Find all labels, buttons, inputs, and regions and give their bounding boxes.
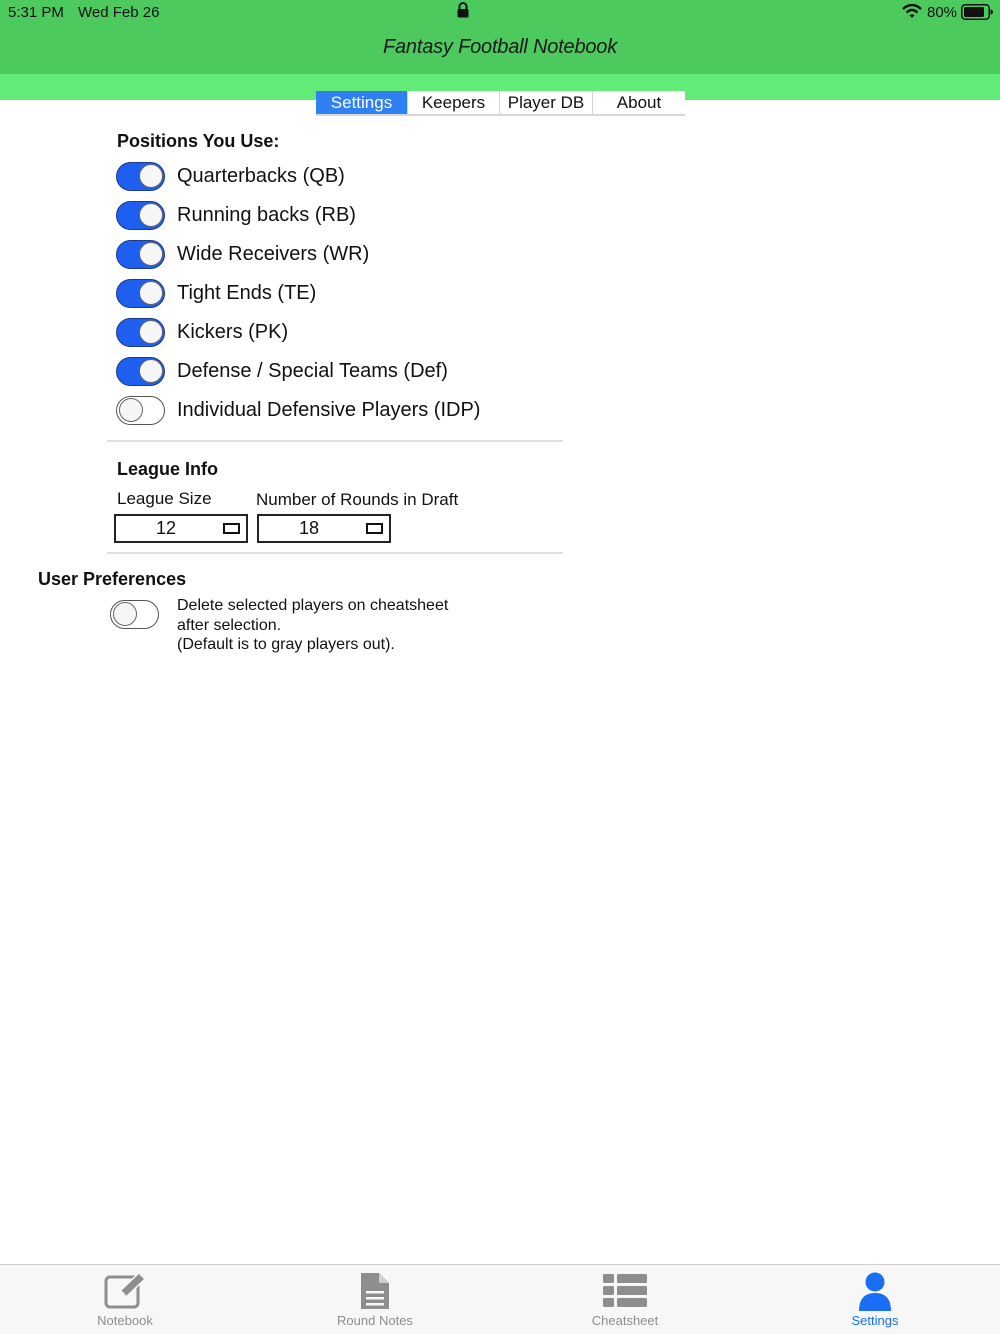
position-label: Kickers (PK) xyxy=(177,320,289,343)
toggle-def[interactable] xyxy=(116,357,165,386)
league-size-value: 12 xyxy=(155,518,177,538)
battery-icon xyxy=(961,4,993,20)
toggle-qb[interactable] xyxy=(116,162,165,191)
status-date: Wed Feb 26 xyxy=(78,4,160,21)
rounds-value: 18 xyxy=(298,518,320,538)
toggle-te[interactable] xyxy=(116,279,165,308)
pref-line: (Default is to gray players out). xyxy=(177,636,395,653)
user-preferences-title: User Preferences xyxy=(38,569,187,589)
rounds-label: Number of Rounds in Draft xyxy=(256,490,459,509)
tab-bar xyxy=(0,1264,1000,1334)
segmented-control xyxy=(316,91,685,116)
positions-title: Positions You Use: xyxy=(117,131,280,151)
toggle-delete-selected[interactable] xyxy=(110,600,159,629)
position-label: Running backs (RB) xyxy=(177,203,356,226)
battery-percentage: 80% xyxy=(927,4,958,21)
toggle-wr[interactable] xyxy=(116,240,165,269)
divider xyxy=(107,552,563,554)
list-icon xyxy=(603,1271,647,1311)
tab-about[interactable]: About xyxy=(616,92,662,112)
position-row-rb xyxy=(116,201,356,229)
tab-player-db[interactable]: Player DB xyxy=(500,91,593,114)
delete-preference-row xyxy=(110,600,159,628)
league-info-title: League Info xyxy=(117,459,219,479)
pref-line: Delete selected players on cheatsheet xyxy=(177,597,449,614)
position-row-idp xyxy=(116,396,480,424)
position-label: Defense / Special Teams (Def) xyxy=(177,359,448,382)
tabbar-label: Cheatsheet xyxy=(591,1313,659,1328)
person-icon xyxy=(853,1271,897,1311)
tabbar-notebook[interactable] xyxy=(0,1265,250,1331)
tabbar-label: Notebook xyxy=(97,1313,153,1328)
position-label: Quarterbacks (QB) xyxy=(177,164,345,187)
tabbar-settings[interactable] xyxy=(750,1265,1000,1331)
tabbar-label: Round Notes xyxy=(337,1313,413,1328)
position-label: Wide Receivers (WR) xyxy=(177,242,370,265)
app-title: Fantasy Football Notebook xyxy=(382,36,618,58)
league-size-label: League Size xyxy=(117,489,212,508)
position-row-qb xyxy=(116,162,345,190)
position-row-def xyxy=(116,357,448,385)
stepper-icon xyxy=(366,523,383,534)
tab-settings[interactable]: Settings xyxy=(316,91,408,114)
toggle-rb[interactable] xyxy=(116,201,165,230)
stepper-icon xyxy=(223,523,240,534)
pencil-square-icon xyxy=(103,1271,147,1311)
pref-line: after selection. xyxy=(177,616,282,634)
position-row-te xyxy=(116,279,316,307)
tabbar-round-notes[interactable] xyxy=(250,1265,500,1331)
app-header xyxy=(0,0,1000,74)
league-size-stepper[interactable] xyxy=(114,514,248,543)
tab-keepers[interactable]: Keepers xyxy=(408,91,500,114)
tabbar-cheatsheet[interactable] xyxy=(500,1265,750,1331)
divider xyxy=(107,440,563,442)
wifi-icon xyxy=(902,4,922,19)
toggle-pk[interactable] xyxy=(116,318,165,347)
position-row-wr xyxy=(116,240,369,268)
position-label: Individual Defensive Players (IDP) xyxy=(177,398,481,421)
toggle-idp[interactable] xyxy=(116,396,165,425)
position-label: Tight Ends (TE) xyxy=(177,281,317,304)
tabbar-label: Settings xyxy=(851,1313,899,1328)
lock-icon xyxy=(456,2,470,18)
document-icon xyxy=(353,1271,397,1311)
status-time: 5:31 PM xyxy=(8,4,64,21)
position-row-pk xyxy=(116,318,288,346)
rounds-stepper[interactable] xyxy=(257,514,391,543)
delete-preference-text xyxy=(177,596,497,655)
